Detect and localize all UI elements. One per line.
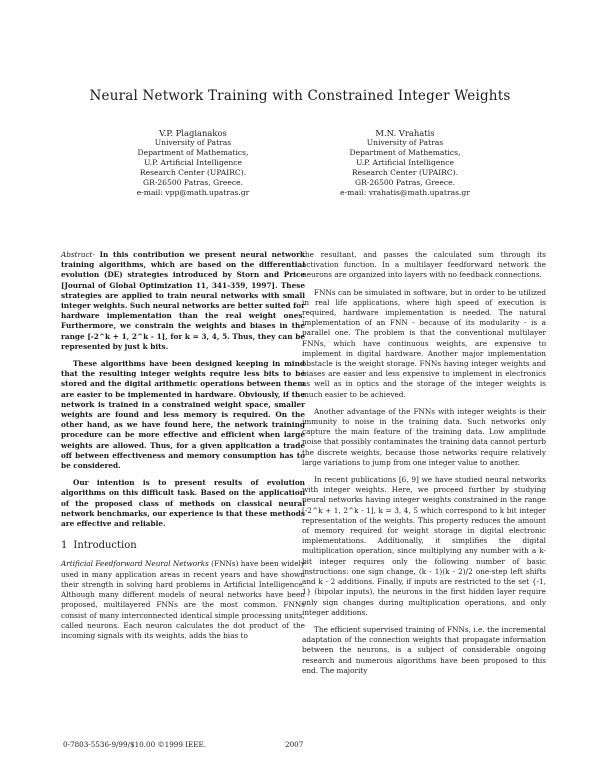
author-affiliation-line: Department of Mathematics, <box>349 148 461 157</box>
left-column <box>61 250 305 648</box>
author-block-1 <box>93 128 293 198</box>
abstract-paragraph: Our intention is to present results of evolution algorithms on this difficult task. Based on the application of the proposed class of methods on classical neural network benchmarks, our experience is that these methods are effective and reliable. <box>61 478 305 529</box>
author-affiliation-line: Department of Mathematics, <box>137 148 249 157</box>
author-affiliation-line: University of Patras <box>366 138 444 147</box>
section-title: Introduction <box>73 540 137 552</box>
body-paragraph: The efficient supervised training of FNNs, i.e. the incremental adaptation of the connection weights that propagate information between the neurons, is a subject of considerable ongoing research and numerous algorithms have been proposed to this end. The majority <box>302 624 546 675</box>
abstract-label: Abstract- <box>61 250 95 259</box>
page-number: 2007 <box>285 740 304 749</box>
section-number: 1 <box>61 540 68 552</box>
author-affiliation-line: Research Center (UPAIRC). <box>351 168 459 177</box>
paper-title: Neural Network Training with Constrained Integer Weights <box>89 88 511 104</box>
author-affiliation-line: U.P. Artificial Intelligence <box>144 158 242 167</box>
abstract-paragraph <box>61 250 305 352</box>
author-affiliation-line: U.P. Artificial Intelligence <box>356 158 454 167</box>
author-affiliation-line: University of Patras <box>154 138 232 147</box>
author-name: M.N. Vrahatis <box>375 128 435 138</box>
author-email: e-mail: vpp@math.upatras.gr <box>136 188 250 197</box>
body-paragraph: FNNs can be simulated in software, but in order to be utilized in real life applications, where high speed of execution is required, hardware implementation is needed. The natural implementation of an FNN - because of its modularity - is a parallel one. The problem is that the conventional multilayer FNNs, which have continuous weights, are expensive to implement in digital hardware. Another major implementation obstacle is the weight storage. FNNs having integer weights and biases are easier and less expensive to implement in electronics as well as in optics and the storage of the integer weights is much easier to be achieved. <box>302 287 546 399</box>
right-column <box>302 250 546 683</box>
author-email: e-mail: vrahatis@math.upatras.gr <box>340 188 470 197</box>
abstract-paragraph: These algorithms have been designed keeping in mind that the resulting integer weights require less bits to be stored and the digital arithmetic operations between them are easier to be implemented in hardware. Obviously, if the network is trained in a constrained weight space, smaller weights are found and less memory is required. On the other hand, as we have found here, the network training procedure can be more effective and efficient when large weights are allowed. Thus, for a given application a trade off between effectiveness and memory consumption has to be considered. <box>61 359 305 471</box>
body-text: (FNNs) have been widely used in many application areas in recent years and have shown their strength in solving hard problems in Artificial Intelligence. Although many different models of neural networks have been proposed, multilayered FNNs are the most common. FNNs consist of many interconnected identical simple processing units, called neurons. Each neuron calculates the dot product of the incoming signals with its weights, adds the bias to <box>61 559 306 640</box>
author-affiliation-line: GR-26500 Patras, Greece. <box>355 178 455 187</box>
author-affiliation-line: Research Center (UPAIRC). <box>139 168 247 177</box>
body-paragraph <box>61 559 305 641</box>
copyright-footer: 0-7803-5536-9/99/$10.00 ©1999 IEEE. <box>63 740 207 749</box>
abstract-text: In this contribution we present neural network training algorithms, which are based on the differential evolution (DE) strategies introduced by Storn and Price [Journal of Global Optimization 11, 341-359, 1997]. These strategies are applied to train neural networks with small integer weights. Such neural networks are better suited for hardware implementation than the real weight ones. Furthermore, we constrain the weights and biases in the range [-2^k + 1, 2^k - 1], for k = 3, 4, 5. Thus, they can be represented by just k bits. <box>61 250 305 351</box>
author-affiliation-line: GR-26500 Patras, Greece. <box>143 178 243 187</box>
author-name: V.P. Plagianakos <box>159 128 227 138</box>
body-paragraph: In recent publications [6, 9] we have studied neural networks with integer weights. Here, we proceed further by studying neural networks having integer weights constrained in the range [-2^k + 1, 2^k - 1], k = 3, 4, 5 which correspond to k bit integer representation of the weights. This property reduces the amount of memory required for weight storage in digital electronic implementations. Additionally, it simplifies the digital multiplication operation, since multiplying any number with a k-bit integer requires only the following number of basic instructions: one sign change, (k - 1)(k - 2)/2 one-step left shifts and k - 2 additions. Finally, if inputs are restricted to the set {-1, 1} (bipolar inputs), the neurons in the first hidden layer require only sign changes during multiplication operations, and only integer additions. <box>302 475 546 617</box>
author-block-2 <box>305 128 505 198</box>
emphasis-text: Artificial Feedforward Neural Networks <box>61 559 209 569</box>
body-paragraph: Another advantage of the FNNs with integer weights is their immunity to noise in the training data. Such networks only capture the main feature of the training data. Low amplitude noise that possibly contaminates the training data cannot perturb the discrete weights, because those networks require relatively large variations to jump from one integer value to another. <box>302 406 546 467</box>
section-heading <box>61 541 305 551</box>
body-paragraph: the resultant, and passes the calculated sum through its activation function. In a multilayer feedforward network the neurons are organized into layers with no feedback connections. <box>302 250 546 280</box>
